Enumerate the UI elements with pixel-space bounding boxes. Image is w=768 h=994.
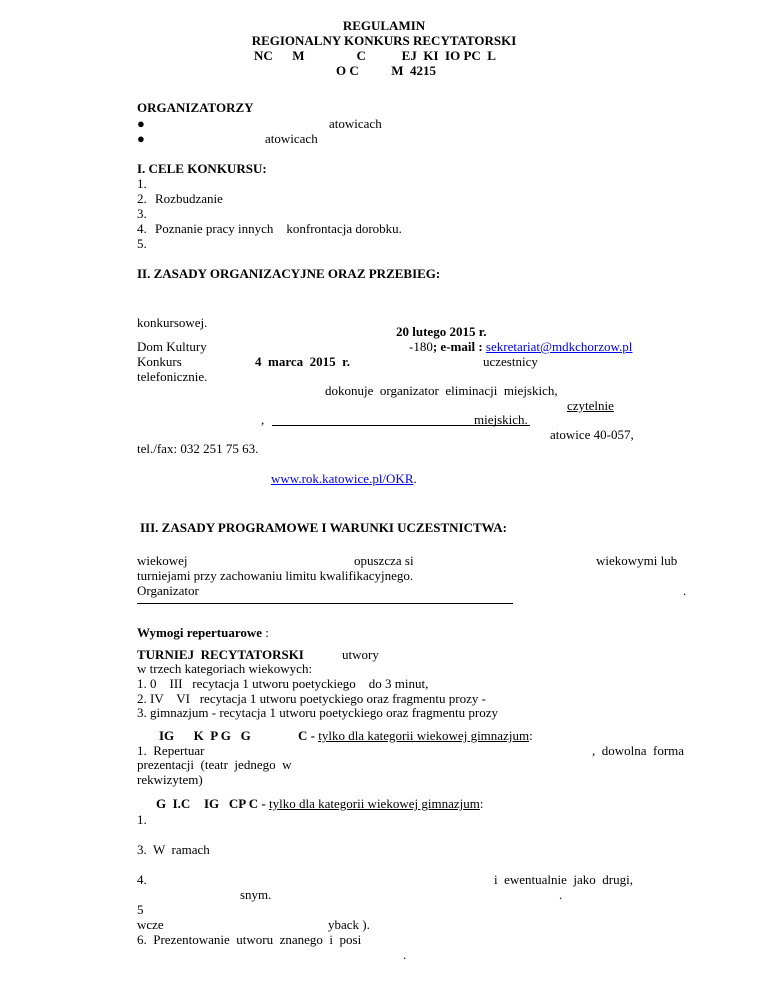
- text-comma: ,: [261, 412, 265, 427]
- list-item-number: 3.: [137, 206, 147, 221]
- title-line3: NC M C EJ KI IO PC L: [254, 48, 496, 63]
- text-prezentacji: prezentacji (teatr jednego w: [137, 757, 292, 772]
- bullet-icon: ●: [137, 116, 145, 131]
- list-item-number: 2.: [137, 191, 147, 206]
- list-item: 3. W ramach: [137, 842, 210, 857]
- title-konkurs: REGIONALNY KONKURS RECYTATORSKI: [251, 33, 517, 48]
- turniej2-heading: IG K P G G: [159, 728, 251, 743]
- text-trzech: w trzech kategoriach wiekowych:: [137, 661, 313, 676]
- section2-heading: II. ZASADY ORGANIZACYJNE ORAZ PRZEBIEG:: [137, 266, 441, 281]
- list-item: Poznanie pracy innych konfrontacja dorobku.: [155, 221, 402, 236]
- list-item: 6. Prezentowanie utworu znanego i posi: [137, 932, 362, 947]
- text-dot: .: [683, 583, 687, 598]
- organizer-1: atowicach: [329, 116, 382, 131]
- category-3: 3. gimnazjum - recytacja 1 utworu poetyckiego oraz fragmentu prozy: [137, 705, 498, 720]
- organizers-heading: ORGANIZATORZY: [137, 100, 254, 115]
- list-item-number: 1.: [137, 812, 147, 827]
- list-item: Rozbudzanie: [155, 191, 223, 206]
- text-dom-kultury: Dom Kultury: [137, 339, 207, 354]
- text-miejskich: miejskich.: [474, 412, 528, 427]
- list-item-number: 5.: [137, 236, 147, 251]
- turniej2-scope: C - tylko dla kategorii wiekowej gimnazjum:: [298, 728, 533, 743]
- text-utwory: utwory: [342, 647, 379, 662]
- text-wiekowymi: wiekowymi lub: [596, 553, 678, 568]
- text-ewentualnie: i ewentualnie jako drugi,: [494, 872, 633, 887]
- list-item-number: 4.: [137, 872, 147, 887]
- text-telfax: tel./fax: 032 251 75 63.: [137, 441, 259, 456]
- list-item-number: 5: [137, 902, 144, 917]
- text-wiekowej: wiekowej: [137, 553, 188, 568]
- underline-rule: [137, 603, 513, 604]
- category-2: 2. IV VI recytacja 1 utworu poetyckiego oraz fragmentu prozy -: [137, 691, 486, 706]
- contact-line: -180; e-mail : sekretariat@mdkchorzow.pl: [409, 339, 633, 354]
- text-wcze: wcze: [137, 917, 164, 932]
- turniej-heading: TURNIEJ RECYTATORSKI: [137, 647, 304, 662]
- wymogi-line: Wymogi repertuarowe :: [137, 625, 269, 640]
- text-telefonicznie: telefonicznie.: [137, 369, 208, 384]
- text-atowice: atowice 40-057,: [550, 427, 634, 442]
- text-rekwizytem: rekwizytem): [137, 772, 203, 787]
- title-regulamin: REGULAMIN: [342, 18, 426, 33]
- text-uczestnicy: uczestnicy: [483, 354, 538, 369]
- turniej3-heading: G I.C: [156, 796, 191, 811]
- list-item-number: 1.: [137, 176, 147, 191]
- list-item-number: 4.: [137, 221, 147, 236]
- turniej3-scope: IG CP C - tylko dla kategorii wiekowej gimnazjum:: [204, 796, 484, 811]
- text-dot: .: [559, 887, 563, 902]
- text-turniejami: turniejami przy zachowaniu limitu kwalifikacyjnego.: [137, 568, 414, 583]
- text-konkurs: Konkurs: [137, 354, 182, 369]
- date-event: 4 marca 2015 r.: [255, 354, 350, 369]
- email-link[interactable]: sekretariat@mdkchorzow.pl: [485, 339, 633, 354]
- text-dokonuje: dokonuje organizator eliminacji miejskich,: [325, 383, 558, 398]
- text-dot: .: [403, 947, 407, 962]
- section3-heading: III. ZASADY PROGRAMOWE I WARUNKI UCZESTNICTWA:: [140, 520, 507, 535]
- category-1: 1. 0 III recytacja 1 utworu poetyckiego do 3 minut,: [137, 676, 429, 691]
- bullet-icon: ●: [137, 131, 145, 146]
- text-konkursowej: konkursowej.: [137, 315, 208, 330]
- title-line4: O C M 4215: [336, 63, 437, 78]
- text-opuszcza: opuszcza si: [354, 553, 414, 568]
- text-repertuar: 1. Repertuar: [137, 743, 205, 758]
- date-deadline: 20 lutego 2015 r.: [396, 324, 487, 339]
- section1-heading: I. CELE KONKURSU:: [137, 161, 267, 176]
- text-snym: snym.: [240, 887, 272, 902]
- text-yback: yback ).: [328, 917, 370, 932]
- website-link[interactable]: www.rok.katowice.pl/OKR: [271, 471, 414, 486]
- text-organizator: Organizator: [137, 583, 199, 598]
- organizer-2: atowicach: [265, 131, 318, 146]
- text-czytelnie: czytelnie: [567, 398, 614, 413]
- url-line: www.rok.katowice.pl/OKR.: [271, 471, 417, 486]
- text-dowolna: , dowolna forma: [592, 743, 685, 758]
